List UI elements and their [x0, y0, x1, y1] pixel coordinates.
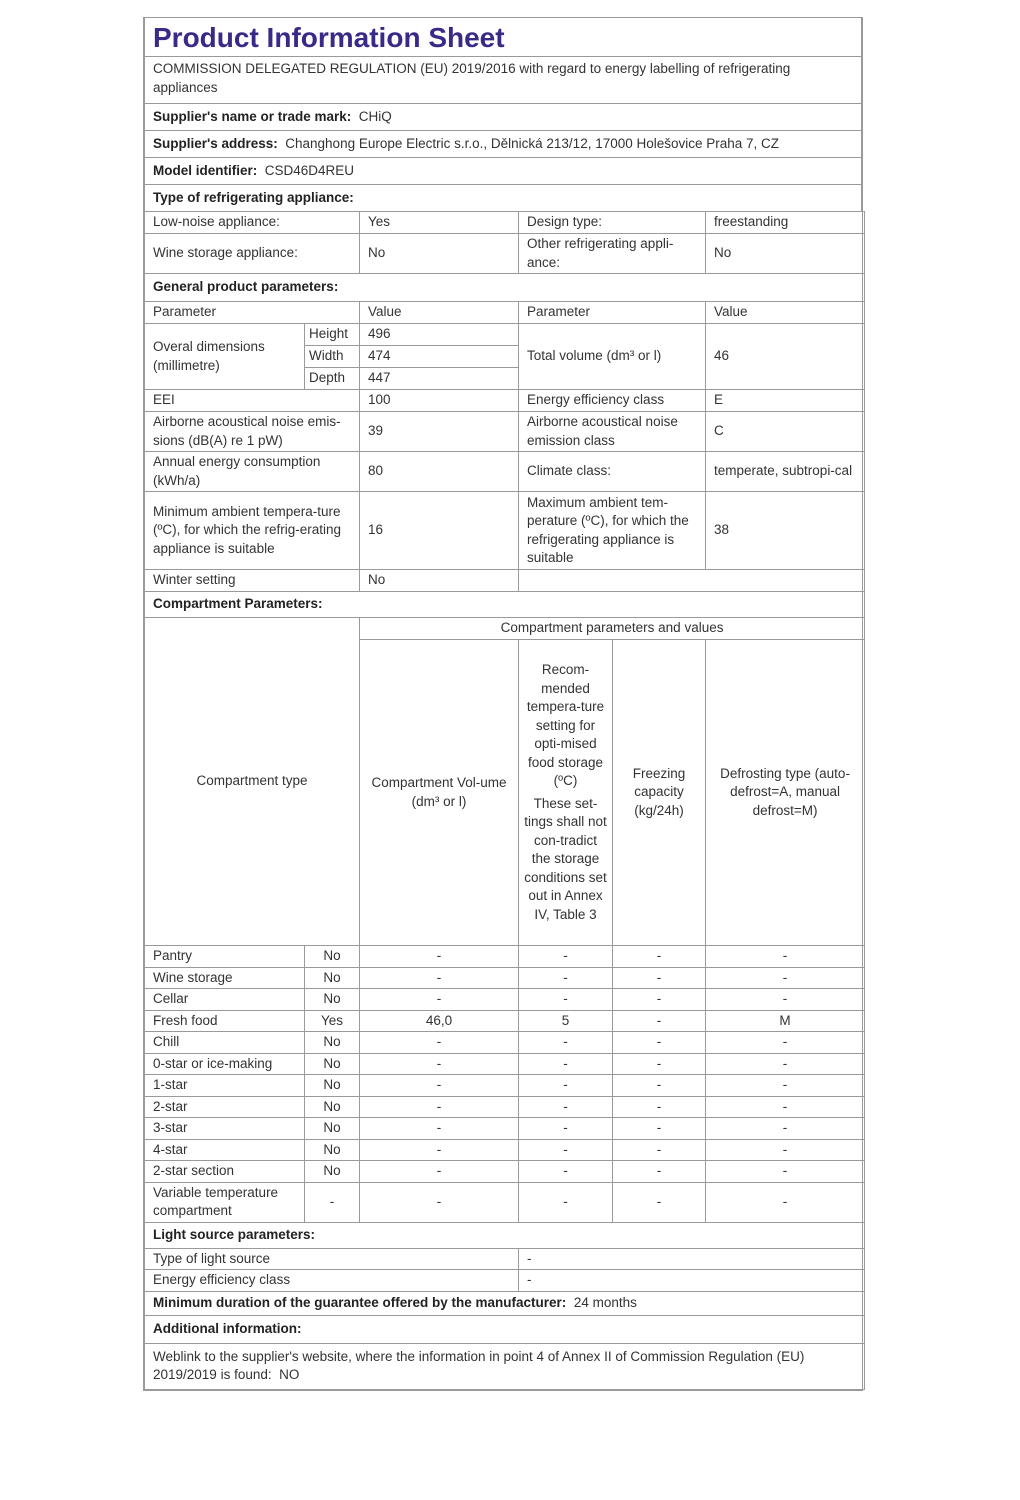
low-noise-label: Low-noise appliance: — [145, 212, 360, 234]
design-type-label: Design type: — [519, 212, 706, 234]
compartment-present: No — [305, 946, 360, 968]
compartment-temp: - — [519, 989, 613, 1011]
compartment-name: 3-star — [145, 1118, 305, 1140]
recommended-temp-text: Recom-mended tempera-ture setting for opti-mised food storage (ºC) — [526, 662, 605, 788]
compartment-volume: - — [360, 1182, 519, 1222]
compartment-defrost: - — [706, 967, 865, 989]
wine-storage-value: No — [360, 234, 519, 274]
total-volume-value: 46 — [706, 324, 865, 390]
width-label: Width — [305, 346, 360, 368]
compartment-temp: - — [519, 946, 613, 968]
total-volume-label: Total volume (dm³ or l) — [519, 324, 706, 390]
table-row — [145, 1139, 865, 1161]
noise-class-label: Airborne acoustical noise emission class — [519, 412, 706, 452]
compartment-defrost: - — [706, 1182, 865, 1222]
climate-class-value: temperate, subtropi-cal — [706, 452, 865, 492]
compartment-name: Fresh food — [145, 1010, 305, 1032]
defrosting-type-header: Defrosting type (auto-defrost=A, manual defrost=M) — [706, 640, 865, 946]
compartment-volume: - — [360, 946, 519, 968]
recommended-temp-header — [519, 640, 613, 946]
compartment-name: Pantry — [145, 946, 305, 968]
compartment-volume: - — [360, 1032, 519, 1054]
compartment-name: 2-star — [145, 1096, 305, 1118]
guarantee-value: 24 months — [573, 1294, 637, 1310]
compartment-name: Cellar — [145, 989, 305, 1011]
compartment-present: No — [305, 1118, 360, 1140]
compartment-defrost: - — [706, 946, 865, 968]
noise-class-value: C — [706, 412, 865, 452]
annual-energy-value: 80 — [360, 452, 519, 492]
compartment-type-header: Compartment type — [145, 618, 360, 946]
energy-class-value: E — [706, 390, 865, 412]
compartment-name: Variable temperature compartment — [145, 1182, 305, 1222]
model-label: Model identifier: — [153, 162, 258, 178]
energy-class-label: Energy efficiency class — [519, 390, 706, 412]
table-row — [145, 1053, 865, 1075]
page-title: Product Information Sheet — [145, 18, 862, 57]
footer-table — [144, 1222, 865, 1390]
table-row — [145, 989, 865, 1011]
supplier-name-row — [145, 104, 862, 131]
table-row — [145, 946, 865, 968]
depth-value: 447 — [360, 368, 519, 390]
compartment-name: 2-star section — [145, 1161, 305, 1183]
compartment-freezing: - — [613, 1075, 706, 1097]
min-temp-label: Minimum ambient tempera-ture (ºC), for which the refrig-erating appliance is suitable — [145, 492, 360, 570]
model-value: CSD46D4REU — [264, 162, 355, 178]
height-value: 496 — [360, 324, 519, 346]
compartment-temp: - — [519, 1161, 613, 1183]
design-type-value: freestanding — [706, 212, 865, 234]
col-parameter-2: Parameter — [519, 302, 706, 324]
appliance-type-heading: Type of refrigerating appliance: — [145, 185, 862, 212]
compartment-present: Yes — [305, 1010, 360, 1032]
supplier-name-value: CHiQ — [358, 108, 392, 124]
compartment-freezing: - — [613, 967, 706, 989]
light-source-heading: Light source parameters: — [145, 1222, 865, 1248]
col-parameter-1: Parameter — [145, 302, 360, 324]
compartment-defrost: - — [706, 1053, 865, 1075]
width-value: 474 — [360, 346, 519, 368]
weblink-value: NO — [279, 1367, 300, 1382]
weblink-row — [145, 1343, 865, 1389]
model-row — [145, 158, 862, 185]
compartment-freezing: - — [613, 1118, 706, 1140]
compartment-group-header: Compartment parameters and values — [360, 618, 865, 640]
compartment-defrost: - — [706, 989, 865, 1011]
winter-setting-empty — [519, 570, 865, 592]
compartment-defrost: - — [706, 1161, 865, 1183]
freezing-capacity-header: Freezing capacity (kg/24h) — [613, 640, 706, 946]
min-temp-value: 16 — [360, 492, 519, 570]
wine-storage-label: Wine storage appliance: — [145, 234, 360, 274]
light-class-label: Energy efficiency class — [145, 1270, 519, 1292]
max-temp-label: Maximum ambient tem-perature (ºC), for which the refrigerating appliance is suitable — [519, 492, 706, 570]
noise-label: Airborne acoustical noise emis-sions (dB(A) re 1 pW) — [145, 412, 360, 452]
compartment-present: No — [305, 1053, 360, 1075]
compartment-temp: - — [519, 1053, 613, 1075]
table-row — [145, 1182, 865, 1222]
depth-label: Depth — [305, 368, 360, 390]
compartment-freezing: - — [613, 1032, 706, 1054]
compartment-present: No — [305, 967, 360, 989]
supplier-name-label: Supplier's name or trade mark: — [153, 108, 352, 124]
compartment-defrost: M — [706, 1010, 865, 1032]
compartment-temp: - — [519, 1032, 613, 1054]
supplier-address-value: Changhong Europe Electric s.r.o., Dělnická 213/12, 17000 Holešovice Praha 7, CZ — [285, 135, 780, 151]
table-row — [145, 1010, 865, 1032]
compartment-volume: - — [360, 989, 519, 1011]
other-appliance-value: No — [706, 234, 865, 274]
compartment-freezing: - — [613, 1053, 706, 1075]
compartment-defrost: - — [706, 1139, 865, 1161]
compartment-temp: - — [519, 1096, 613, 1118]
light-type-value: - — [519, 1248, 865, 1270]
supplier-address-label: Supplier's address: — [153, 135, 278, 151]
noise-value: 39 — [360, 412, 519, 452]
compartment-temp: - — [519, 1118, 613, 1140]
max-temp-value: 38 — [706, 492, 865, 570]
storage-conditions-note: These set-tings shall not con-tradict the storage conditions set out in Annex IV, Table 3 — [524, 795, 607, 922]
compartment-present: No — [305, 1161, 360, 1183]
dimensions-label: Overal dimensions (millimetre) — [145, 324, 305, 390]
winter-setting-label: Winter setting — [145, 570, 360, 592]
annual-energy-label: Annual energy consumption (kWh/a) — [145, 452, 360, 492]
compartment-name: 4-star — [145, 1139, 305, 1161]
compartment-freezing: - — [613, 1010, 706, 1032]
regulation-text: COMMISSION DELEGATED REGULATION (EU) 2019/2016 with regard to energy labelling of refrigerating appliances — [145, 57, 862, 104]
compartment-volume: - — [360, 1118, 519, 1140]
compartment-volume: - — [360, 1096, 519, 1118]
compartment-present: No — [305, 1032, 360, 1054]
compartment-name: Wine storage — [145, 967, 305, 989]
compartment-present: No — [305, 1096, 360, 1118]
header-table — [144, 17, 862, 212]
compartment-heading: Compartment Parameters: — [145, 592, 865, 618]
col-value-1: Value — [360, 302, 519, 324]
compartment-name: Chill — [145, 1032, 305, 1054]
compartment-temp: - — [519, 967, 613, 989]
compartment-present: - — [305, 1182, 360, 1222]
product-information-sheet — [143, 17, 863, 1391]
table-row — [145, 1096, 865, 1118]
compartment-present: No — [305, 1075, 360, 1097]
compartment-defrost: - — [706, 1096, 865, 1118]
other-appliance-label: Other refrigerating appli-ance: — [519, 234, 706, 274]
compartment-name: 0-star or ice-making — [145, 1053, 305, 1075]
compartment-temp: 5 — [519, 1010, 613, 1032]
compartment-freezing: - — [613, 1139, 706, 1161]
light-type-label: Type of light source — [145, 1248, 519, 1270]
light-class-value: - — [519, 1270, 865, 1292]
compartment-name: 1-star — [145, 1075, 305, 1097]
additional-info-heading: Additional information: — [145, 1315, 865, 1343]
height-label: Height — [305, 324, 360, 346]
compartment-volume: 46,0 — [360, 1010, 519, 1032]
compartment-freezing: - — [613, 1161, 706, 1183]
supplier-address-row — [145, 131, 862, 158]
table-row — [145, 1118, 865, 1140]
compartment-present: No — [305, 1139, 360, 1161]
compartment-table — [144, 617, 865, 1223]
table-row — [145, 1161, 865, 1183]
weblink-text: Weblink to the supplier's website, where the information in point 4 of Annex II of Commission Regulation (EU) 2019/2019 is found: — [153, 1348, 805, 1382]
general-table — [144, 211, 865, 618]
compartment-defrost: - — [706, 1118, 865, 1140]
compartment-volume: - — [360, 1139, 519, 1161]
compartment-temp: - — [519, 1075, 613, 1097]
compartment-defrost: - — [706, 1032, 865, 1054]
guarantee-label: Minimum duration of the guarantee offered by the manufacturer: — [153, 1294, 567, 1310]
compartment-freezing: - — [613, 1096, 706, 1118]
compartment-present: No — [305, 989, 360, 1011]
low-noise-value: Yes — [360, 212, 519, 234]
col-value-2: Value — [706, 302, 865, 324]
compartment-freezing: - — [613, 1182, 706, 1222]
table-row — [145, 1075, 865, 1097]
climate-class-label: Climate class: — [519, 452, 706, 492]
guarantee-row — [145, 1291, 865, 1315]
eei-label: EEI — [145, 390, 360, 412]
table-row — [145, 967, 865, 989]
compartment-volume: - — [360, 1161, 519, 1183]
compartment-temp: - — [519, 1139, 613, 1161]
compartment-freezing: - — [613, 989, 706, 1011]
compartment-volume: - — [360, 967, 519, 989]
winter-setting-value: No — [360, 570, 519, 592]
general-heading: General product parameters: — [145, 274, 865, 302]
compartment-volume-header: Compartment Vol-ume (dm³ or l) — [360, 640, 519, 946]
compartment-temp: - — [519, 1182, 613, 1222]
table-row — [145, 1032, 865, 1054]
compartment-defrost: - — [706, 1075, 865, 1097]
compartment-volume: - — [360, 1053, 519, 1075]
compartment-volume: - — [360, 1075, 519, 1097]
compartment-freezing: - — [613, 946, 706, 968]
eei-value: 100 — [360, 390, 519, 412]
